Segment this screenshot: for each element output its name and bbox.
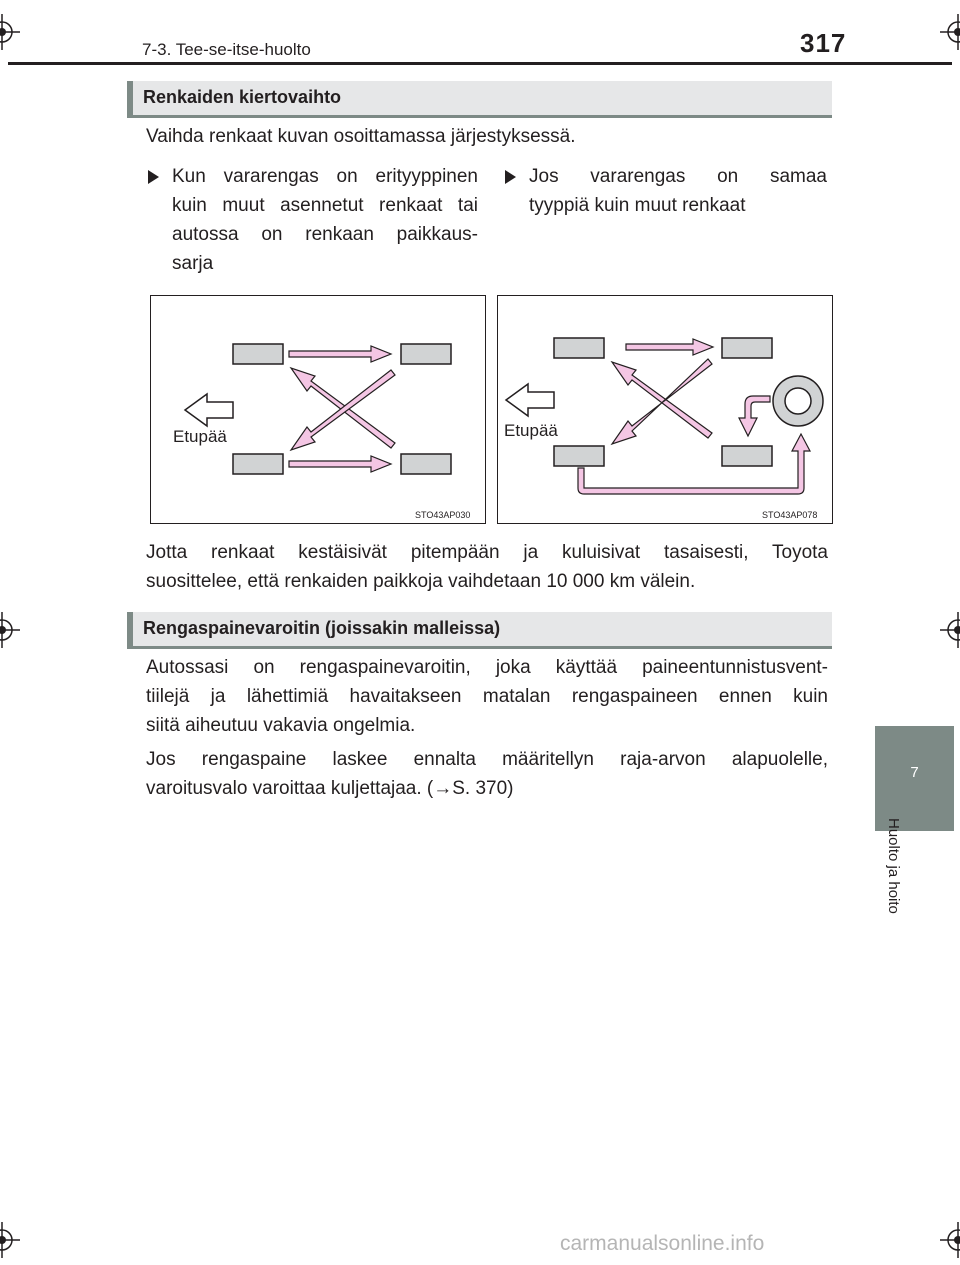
registration-mark-icon (0, 1222, 20, 1258)
tire-rotation-figure-1 (150, 295, 486, 524)
rotation-arrow-front (626, 339, 713, 355)
tire-rotation-figure-2 (497, 295, 833, 524)
tire-front-left (554, 338, 604, 358)
bullet-triangle-icon (505, 170, 516, 184)
tire-rear-left (554, 446, 604, 466)
site-watermark: carmanualsonline.info (560, 1232, 765, 1255)
header-rule (8, 62, 952, 65)
rotation-arrow-spare-to-rear (739, 396, 770, 436)
page-number: 317 (800, 28, 847, 58)
tire-front-left (233, 344, 283, 364)
section-heading-accent (127, 81, 133, 115)
chapter-number: 7 (910, 764, 919, 781)
registration-mark-icon (940, 612, 960, 648)
intro-paragraph: Vaihda renkaat kuvan osoittamassa järjestyksessä. (146, 126, 576, 147)
spare-tire-hub (785, 388, 811, 414)
figure-code: STO43AP030 (415, 510, 471, 520)
chapter-name: Huolto ja hoito (885, 818, 902, 914)
tire-rear-right (401, 454, 451, 474)
section-heading-label: Renkaiden kiertovaihto (143, 87, 342, 107)
tire-front-right (722, 338, 772, 358)
front-direction-arrow-icon (506, 384, 554, 416)
tire-front-right (401, 344, 451, 364)
front-direction-arrow-icon (185, 394, 233, 426)
tire-rotation-diagram-1 (151, 296, 485, 523)
rotation-arrow-rear (289, 456, 391, 472)
tire-rotation-diagram-2 (498, 296, 832, 523)
tpms-paragraph-2: Jos rengaspaine laskee ennalta määritellyn raja-arvon alapuolelle, varoitusvalo varoittaa kuljettajaa. (→S. 370) (146, 745, 828, 803)
section-heading-accent (127, 612, 133, 646)
registration-mark-icon (0, 612, 20, 648)
bullet-text: Jos vararengas on samaa tyyppiä kuin muut renkaat (529, 166, 827, 216)
figure-code: STO43AP078 (762, 510, 818, 520)
registration-mark-icon (940, 14, 960, 50)
section-heading-label: Rengaspainevaroitin (joissakin malleissa) (143, 618, 501, 638)
rotation-note-paragraph: Jotta renkaat kestäisivät pitempään ja kuluisivat tasaisesti, Toyota suosittelee, että renkaiden paikkoja vaihdetaan 10 000 km välein. (146, 542, 828, 592)
registration-mark-icon (940, 1222, 960, 1258)
rotation-arrow-front (289, 346, 391, 362)
tpms-paragraph-1: Autossasi on rengaspainevaroitin, joka käyttää paineentunnistusvent- tiilejä ja lähettimiä havaitakseen matalan rengaspaineen ennen kuin siitä aiheutuu vakavia ongelmia. (146, 657, 828, 736)
bullet-triangle-icon (148, 170, 159, 184)
bullet-text: Kun vararengas on erityyppinen kuin muut asennetut renkaat tai autossa on renkaan paikkaus- sarja (172, 166, 478, 274)
running-header-section: 7-3. Tee-se-itse-huolto (142, 40, 311, 59)
section-heading-tire-rotation (127, 81, 832, 118)
tire-rear-left (233, 454, 283, 474)
front-label: Etupää (173, 427, 227, 446)
section-heading-tpms (127, 612, 832, 649)
page-reference-text: varoitusvalo varoittaa kuljettajaa. (→S. 370) (146, 778, 514, 799)
registration-mark-icon (0, 14, 20, 50)
front-label: Etupää (504, 421, 558, 440)
tire-rear-right (722, 446, 772, 466)
